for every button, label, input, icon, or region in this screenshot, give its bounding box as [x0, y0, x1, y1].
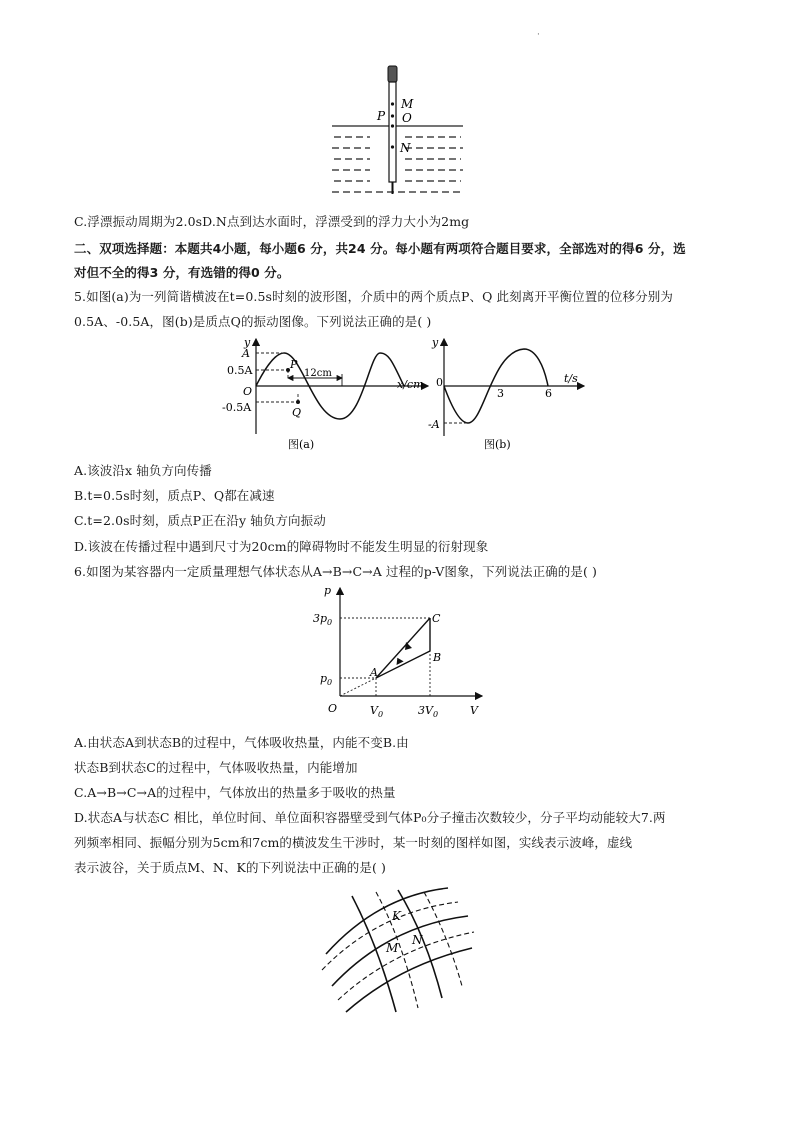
q6-option-d: D.状态A与状态C 相比，单位时间、单位面积容器壁受到气体P₀分子撞击次数较少，分子平均动能较大7.两 [74, 810, 666, 825]
section-title-line2: 对但不全的得3 分，有选错的得0 分。 [74, 265, 290, 280]
tick-3v0: $3V_0$ [418, 704, 439, 719]
path-a-to-b [376, 651, 430, 678]
axis-t-label: t/s [564, 372, 578, 385]
point-m-label: M [386, 941, 399, 955]
section-title-line1: 二、双项选择题：本题共4小题，每小题6 分，共24 分。每小题有两项符合题目要求，全部选对的得6 分，选 [74, 241, 686, 256]
caption-a: 图(a) [288, 438, 315, 451]
q5-option-c: C.t=2.0s时刻，质点P正在沿y 轴负方向振动 [74, 513, 326, 528]
tick-half-a: 0.5A [227, 364, 253, 377]
point-k-label: K [392, 909, 401, 923]
distance-label: 12cm [304, 368, 332, 379]
axis-x-label: x/cm [397, 378, 424, 391]
label-p: P [377, 109, 386, 123]
q5-stem-line2: 0.5A、-0.5A，图(b)是质点Q的振动图像。下列说法正确的是( ) [74, 314, 432, 329]
q5-stem-line1: 5.如图(a)为一列简谐横波在t=0.5s时刻的波形图，介质中的两个质点P、Q 此刻离开平衡位置的位移分别为 [74, 289, 673, 304]
tick-a: A [242, 347, 250, 360]
q6-stem: 6.如图为某容器内一定质量理想气体状态从A→B→C→A 过程的p-V图象，下列说法正确的是( ) [74, 564, 597, 579]
q7-stem-line1: 列频率相同、振幅分别为5cm和7cm的横波发生干涉时，某一时刻的图样如图，实线表示波峰，虚线 [74, 835, 633, 850]
axis-y-label: y [244, 336, 251, 349]
state-b-label: B [433, 651, 442, 664]
crest-lines [326, 888, 472, 1012]
q6-option-c: C.A→B→C→A的过程中，气体放出的热量多于吸收的热量 [74, 785, 396, 800]
q6-option-a: A.由状态A到状态B的过程中，气体吸收热量，内能不变B.由 [74, 735, 409, 750]
point-p-label: P [290, 358, 298, 371]
tick-3: 3 [497, 387, 504, 400]
origin-o: O [328, 702, 338, 715]
top-mark: · [537, 30, 540, 40]
label-o: O [402, 111, 412, 125]
state-a-label: A [370, 666, 378, 679]
axis-v-label: V [470, 704, 478, 717]
vibration-figure-b [424, 336, 589, 454]
tick-zero: 0 [436, 376, 443, 389]
axis-p-label: p [324, 584, 332, 597]
q4-option-c-d: C.浮漂振动周期为2.0sD.N点到达水面时，浮漂受到的浮力大小为2mg [74, 214, 470, 229]
interference-figure [318, 886, 478, 1016]
float-rod [388, 66, 397, 194]
q5-option-d: D.该波在传播过程中遇到尺寸为20cm的障碍物时不能发生明显的衍射现象 [74, 539, 489, 554]
tick-v0: $V_0$ [370, 704, 384, 719]
state-c-label: C [432, 612, 441, 625]
axis-y-label-b: y [432, 336, 439, 349]
float-figure [330, 62, 465, 202]
point-q-label: Q [292, 406, 302, 419]
label-n: N [400, 141, 411, 155]
tick-6: 6 [545, 387, 552, 400]
point-n-label: N [412, 933, 423, 947]
tick-3p0: $3p_0$ [313, 612, 333, 627]
q6-option-b: 状态B到状态C的过程中，气体吸收热量，内能增加 [74, 760, 358, 775]
path-c-to-a [376, 618, 430, 678]
tick-neg-a: -A [428, 418, 440, 431]
tick-neg-half-a: -0.5A [222, 401, 252, 414]
caption-b: 图(b) [484, 438, 511, 451]
label-m: M [401, 97, 414, 111]
q7-stem-line2: 表示波谷，关于质点M、N、K的下列说法中正确的是( ) [74, 860, 387, 875]
q5-option-b: B.t=0.5s时刻，质点P、Q都在减速 [74, 488, 275, 503]
water-surface-lines [332, 126, 463, 192]
origin-label: O [243, 385, 253, 398]
pv-diagram [310, 584, 490, 722]
q5-option-a: A.该波沿x 轴负方向传播 [74, 463, 212, 478]
tick-p0: $p_0$ [320, 672, 333, 687]
wave-figure-a [222, 336, 432, 454]
